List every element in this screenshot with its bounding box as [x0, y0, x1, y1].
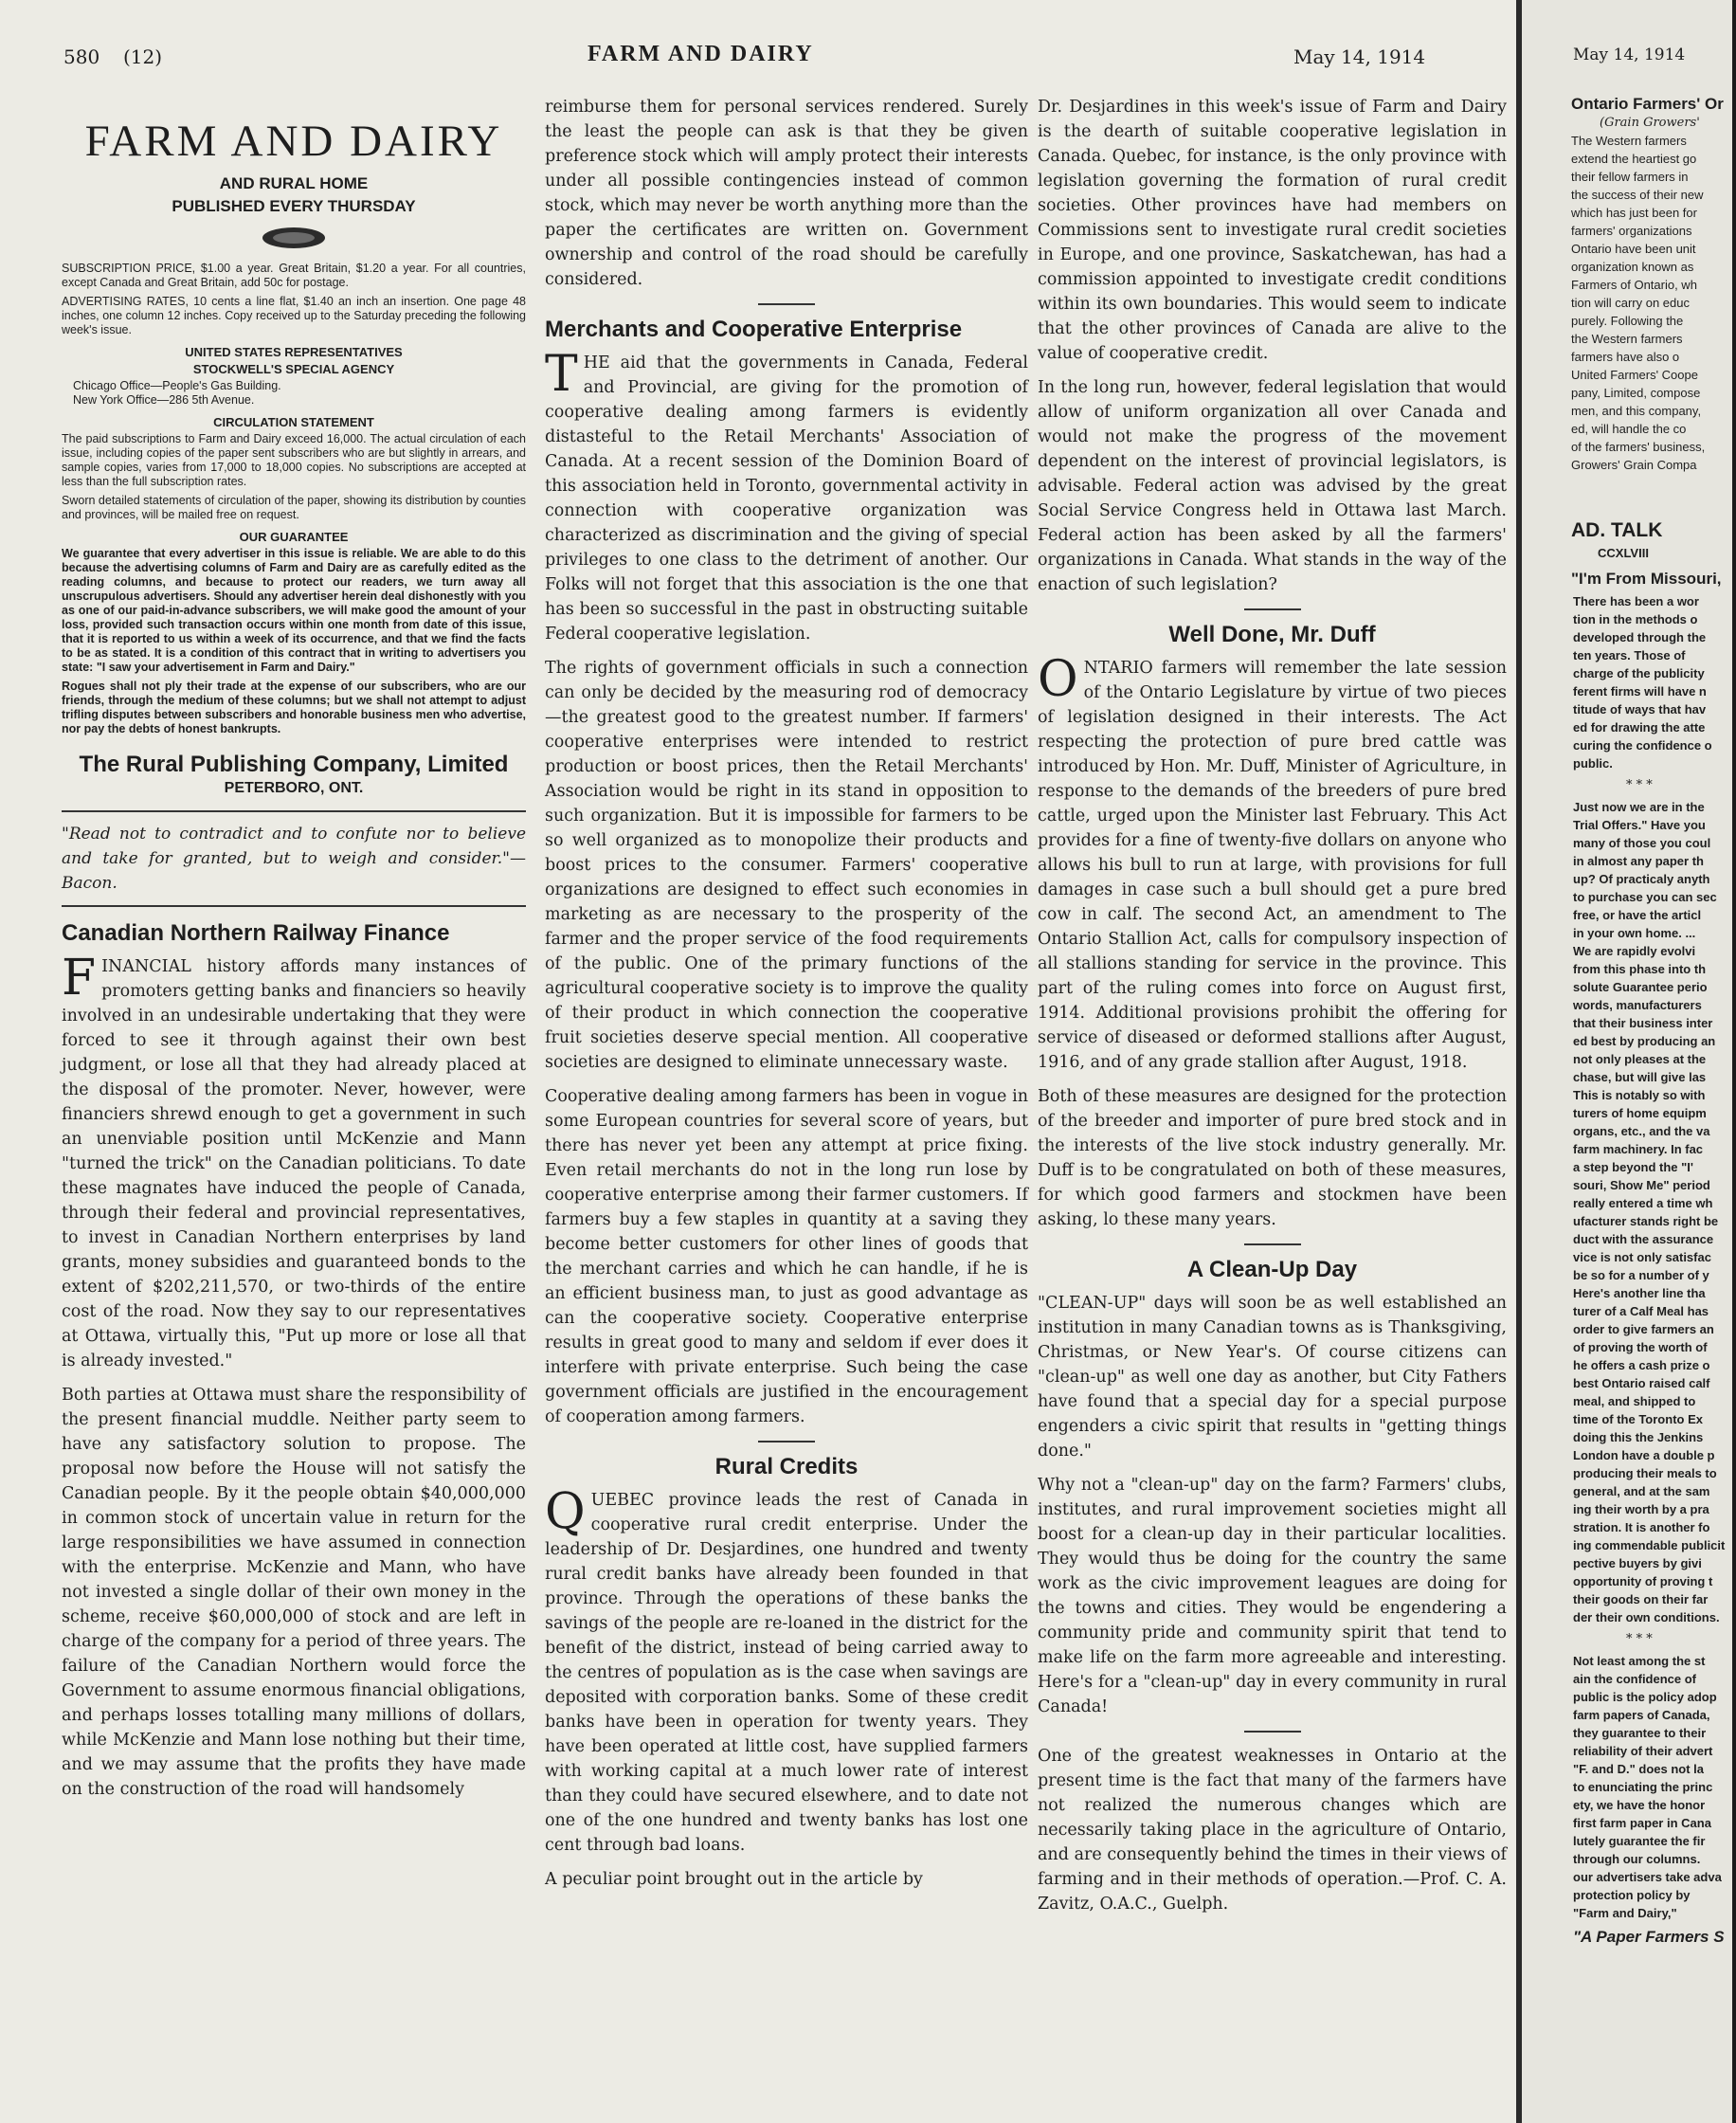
adjacent-line: London have a double p	[1573, 1448, 1715, 1462]
issue-number: (12)	[123, 45, 163, 68]
article-cnr-p1: FINANCIAL history affords many instances of promoters getting banks and financiers so heavily involved in an undesirable undertaking that they were forced to see it through against their own best judgment, or lose all that they had already placed at the disposal of the promoter. Never, however, were financiers shrewd enough to get a government in such an unenviable position until McKenzie and Mann "turned the trick" on the Canadian politicians. To date these magnates have induced the people of Canada, through their federal and provincial representatives, to invest in Canadian Northern enterprises by land grants, money subsidies and guaranteed bonds to the extent of $202,211,570, or two-thirds of the entire cost of the road. Now they say to our representatives at Ottawa, virtually this, "Put up more or lose all that is already invested."	[62, 950, 526, 1370]
divider	[1244, 608, 1301, 610]
adjacent-line: Farmers of Ontario, wh	[1571, 278, 1697, 292]
adjacent-article-lines	[1571, 132, 1732, 474]
adjacent-line: pective buyers by givi	[1573, 1556, 1702, 1570]
adjacent-line: The Western farmers	[1571, 134, 1687, 148]
adjacent-line: There has been a wor	[1573, 594, 1699, 608]
article-merchants-p2: The rights of government officials in such a connection can only be decided by the measuring rod of democracy—the greatest good to the greatest number. If farmers' cooperative enterprises were intended to restrict production or boost prices, then the Retail Merchants' Association would be right in its stand in opposition to such organization. But it is impossible for farmers to be so well organized as to monopolize their products and boost prices to the consumer. Farmers' cooperative organizations are designed to effect such economies in marketing as are necessary to the prosperity of the farmer and the proper service of the food requirements of the public. One of the primary functions of the agricultural cooperative society is to improve the quality of their product in which connection the cooperative fruit societies deserve special mention. All cooperative societies are designed to eliminate unnecessary waste.	[545, 659, 1028, 1072]
masthead-tagline: PUBLISHED EVERY THURSDAY	[172, 197, 416, 215]
adjacent-line: protection policy by	[1573, 1888, 1691, 1902]
ad-talk-number: CCXLVIII	[1598, 546, 1649, 560]
running-head: FARM AND DAIRY	[588, 42, 814, 66]
adjacent-line: our advertisers take adva	[1573, 1870, 1722, 1884]
adjacent-line: ed for drawing the atte	[1573, 720, 1706, 735]
circulation-sworn: Sworn detailed statements of circulation of the paper, showing its distribution by counties and provinces, will be mailed free on request.	[62, 494, 526, 521]
adjacent-page-date: May 14, 1914	[1573, 45, 1686, 64]
circulation-heading: CIRCULATION STATEMENT	[213, 415, 374, 429]
adjacent-line: through our columns.	[1573, 1852, 1701, 1866]
adjacent-line: up? Of practicaly anyth	[1573, 872, 1710, 886]
adjacent-line: really entered a time wh	[1573, 1196, 1713, 1210]
adjacent-line: Just now we are in the	[1573, 800, 1705, 814]
adjacent-line: a step beyond the "I'	[1573, 1160, 1693, 1174]
guarantee-rogues: Rogues shall not ply their trade at the expense of our subscribers, who are our friends, through the medium of these columns; but we shall not attempt to adjust trifling disputes between subscribers and honorable business men who advertise, nor pay the debts of honest bankrupts.	[62, 680, 526, 735]
adjacent-line: which has just been for	[1571, 206, 1697, 220]
adjacent-line: order to give farmers an	[1573, 1322, 1714, 1336]
adjacent-line: Trial Offers." Have you	[1573, 818, 1706, 832]
article-merchants-p3: Cooperative dealing among farmers has been in vogue in some European countries for several score of years, but there has never yet been any attempt at price fixing. Even retail merchants do not in the long run lose by cooperative enterprise among their farmer customers. If farmers buy a few staples in quantity at a saving they become better customers for other lines of goods that the merchant carries and which he can handle, if he is an efficient business man, to just as good advantage as can the cooperative society. Cooperative enterprise results in great good to many and seldom if ever does it interfere with private enterprise. Such being the case government officials are justified in the encouragement of cooperation among farmers.	[545, 1087, 1028, 1426]
adjacent-line: ed best by producing an	[1573, 1034, 1716, 1048]
article-rural-p2: A peculiar point brought out in the article by	[545, 1870, 923, 1889]
adjacent-line: der their own conditions.	[1573, 1610, 1720, 1624]
column-3	[1038, 95, 1507, 1926]
adjacent-line: that their business inter	[1573, 1016, 1713, 1030]
adjacent-line: best Ontario raised calf	[1573, 1376, 1710, 1390]
adjacent-line: of the farmers' business,	[1571, 440, 1706, 454]
article-duff-p2: Both of these measures are designed for the protection of the breeder and importer of pure bred stock and in the interests of the live stock industry generally. Mr. Duff is to be congratulated on both of these measures, for which good farmers and stockmen have been asking, lo these many years.	[1038, 1087, 1507, 1229]
adjacent-line: ferent firms will have n	[1573, 684, 1707, 699]
adjacent-line: of proving the worth of	[1573, 1340, 1708, 1354]
adjacent-line: public is the policy adop	[1573, 1690, 1717, 1704]
adjacent-line: chase, but will give las	[1573, 1070, 1707, 1084]
article-title-cleanup: A Clean-Up Day	[1186, 1257, 1358, 1282]
adjacent-line: charge of the publicity	[1573, 666, 1705, 680]
advertising-rates: ADVERTISING RATES, 10 cents a line flat, $1.40 an inch an insertion. One page 48 inches, one column 12 inches. Copy received up to the Saturday preceding the following week's issue.	[62, 295, 526, 336]
divider	[758, 303, 815, 305]
subscription-price: SUBSCRIPTION PRICE, $1.00 a year. Great Britain, $1.20 a year. For all countries, except Canada and Great Britain, add 50c for postage.	[62, 262, 526, 289]
adjacent-line: organs, etc., and the va	[1573, 1124, 1710, 1138]
zavitz-quote: One of the greatest weaknesses in Ontario at the present time is the fact that many of the farmers have not realized the numerous changes which are necessarily taking place in the agriculture of Ontario, and are consequently behind the times in their views of farming and in their methods of operation.—Prof. C. A. Zavitz, O.A.C., Guelph.	[1038, 1747, 1507, 1914]
adjacent-line: the Western farmers	[1571, 332, 1683, 346]
adjacent-line: general, and at the sam	[1573, 1484, 1710, 1498]
article-cleanup-p2: Why not a "clean-up" day on the farm? Farmers' clubs, institutes, and rural improvement societies might all boost for a clean-up day in their particular localities. They would thus be doing for the country the same work as the civic improvement leagues are doing for the towns and cities. They would be engendering a community pride and community spirit that tend to make life on the farm more agreeable and interesting. Here's for a "clean-up" day in every community in rural Canada!	[1038, 1476, 1507, 1716]
article-rural-p4: In the long run, however, federal legislation that would allow of uniform organization all over Canada and would not make the progress of the movement dependent on the interest of provincial legislators, is advisable. Federal action was advised by the great Social Service Congress held in Ottawa last March. Federal action has been asked by all the farmers' organizations in Canada. What stands in the way of the enaction of such legislation?	[1038, 378, 1507, 594]
adjacent-line: first farm paper in Cana	[1573, 1816, 1711, 1830]
publisher-name: The Rural Publishing Company, Limited	[79, 752, 509, 777]
guarantee-text: We guarantee that every advertiser in this issue is reliable. We are able to do this because the advertising columns of Farm and Dairy are as carefully edited as the reading columns, and because to protect our readers, we turn away all unscrupulous advertisers. Should any advertiser herein deal dishonestly with you as one of our paid-in-advance subscribers, we will make good the amount of your loss, provided such transaction occurs within one month from date of this issue, that it is reported to us within a week of its occurrence, and that we find the facts to be as stated. It is a condition of this contract that in writing to advertisers you state: "I saw your advertisement in Farm and Dairy."	[62, 547, 526, 674]
adjacent-line: lutely guarantee the fir	[1573, 1834, 1706, 1848]
masthead-title: FARM AND DAIRY	[84, 117, 503, 166]
article-duff-p1: ONTARIO farmers will remember the late session of the Ontario Legislature by virtue of two pieces of legislation designed in their interests. The Act respecting the protection of pure bred cattle was introduced by Hon. Mr. Duff, Minister of Agriculture, in response to the demands of the breeders of pure bred cattle, urged upon the Minister last February. This Act provides for a fine of twenty-five dollars on anyone who allows his bull to run at large, with provisions for full damages in case such a bull should get a pure bred cow in calf. The second Act, an amendment to The Ontario Stallion Act, calls for compulsory inspection of all stallions standing for service in the province. This part of the ruling comes into force on August first, 1914. Additional provisions prohibit the offering for service of diseased or deformed stallions after August, 1916, and of any grade stallion after August, 1918.	[1038, 651, 1507, 1072]
adjacent-line: their fellow farmers in	[1571, 170, 1689, 184]
adjacent-page: May 14, 1914 Ontario Farmers' Or (Grain Growers' The Western farmers extend the heartiest go their fellow farmers in the success of their new which has just been for farmers' organizations Ontario have been unit organization known as Farmers of Ontario, wh tion will carry on educ purely. Following the the Western farmers farmers have also o United Farmers' Coope pany, Limited, compose men, and this company, ed, will handle the co of the farmers' business, Growers' Grain Compa AD. TALK CCXLVIII "I'm From Missouri, There has been a wor tion in the methods o developed through the ten years. Those of charge of the publicity ferent firms will have n titude of ways that hav ed for drawing the atte curing the confidence o public. * * * Just now we are in the Trial Offers." Have you many of those you coul in almost any paper th up? Of practicaly anyth to purchase you can sec free, or have the articl in your own home. ... We are rapidly evolvi from this phase into th solute Guarantee perio words, manufacturers that their business inter ed best by producing an not only pleases at the chase, but will give las This is notably so with turers of home equipm organs, etc., and the va farm machinery. In fac a step beyond the "I' souri, Show Me" period really entered a time wh ufacturer stands right be duct with the assurance vice is not only satisfac be so for a number of y Here's another line tha turer of a Calf Meal has order to give farmers an of proving the worth of he offers a cash prize o best Ontario raised calf meal, and shipped to time of the Toronto Ex doing this the Jenkins London have a double p producing their meals to general, and at the sam ing their worth by a pra stration. It is another fo ing commendable publicit pective buyers by givi opportunity of proving t their goods on their far der their own conditions. * * * Not least among the st ain the confidence of public is the policy adop farm papers of Canada, they guarantee to their reliability of their advert "F. and D." does not la to enunciating the princ ety, we have the honor first farm paper in Cana lutely guarantee the fir through our columns. our advertisers take adva protection policy by "Farm and Dairy," "A Paper Farmers S	[1516, 0, 1732, 2123]
adjacent-line: ing their worth by a pra	[1573, 1502, 1709, 1516]
adjacent-line: public.	[1573, 756, 1613, 771]
adjacent-line: farm papers of Canada,	[1573, 1708, 1710, 1722]
adjacent-line: vice is not only satisfac	[1573, 1250, 1711, 1264]
article-title-cnr: Canadian Northern Railway Finance	[62, 920, 450, 946]
article-merchants-p1: THE aid that the governments in Canada, Federal and Provincial, are giving for the promotion of cooperative dealing among farmers is evidently distasteful to the Retail Merchants' Association of Canada. At a recent session of the Dominion Board of this association held in Toronto, governmental activity in connection with cooperative organization was characterized as discrimination and the giving of special privileges to one class to the detriment of another. Our Folks will not forget that this association is the one that has been so successful in the past in obstructing suitable Federal cooperative legislation.	[545, 346, 1028, 644]
adjacent-line: in your own home. ...	[1573, 926, 1696, 940]
adjacent-line: not only pleases at the	[1573, 1052, 1707, 1066]
adjacent-line: tion will carry on educ	[1571, 296, 1690, 310]
adjacent-line: stration. It is another fo	[1573, 1520, 1710, 1534]
adjacent-line: in almost any paper th	[1573, 854, 1704, 868]
adjacent-line: men, and this company,	[1571, 404, 1702, 418]
adjacent-line: ed, will handle the co	[1571, 422, 1687, 436]
divider	[1244, 1731, 1301, 1733]
adjacent-subtitle: (Grain Growers'	[1600, 116, 1700, 130]
column-2	[545, 95, 1028, 1901]
adjacent-line: be so for a number of y	[1573, 1268, 1709, 1282]
adjacent-line: duct with the assurance	[1573, 1232, 1714, 1246]
column-1	[62, 95, 526, 1811]
masthead-subtitle: AND RURAL HOME	[219, 174, 369, 192]
ad-talk-lines-3	[1573, 1652, 1732, 1922]
adjacent-line: he offers a cash prize o	[1573, 1358, 1710, 1372]
chicago-office: Chicago Office—People's Gas Building.	[73, 379, 281, 392]
article-title-duff: Well Done, Mr. Duff	[1168, 622, 1376, 647]
divider	[758, 1441, 815, 1443]
representatives-heading: UNITED STATES REPRESENTATIVES	[185, 345, 403, 359]
masthead-emblem-icon	[261, 226, 327, 250]
adjacent-line: to enunciating the princ	[1573, 1780, 1713, 1794]
adjacent-line: tion in the methods o	[1573, 612, 1698, 626]
adjacent-line: from this phase into th	[1573, 962, 1707, 976]
representatives-agency: STOCKWELL'S SPECIAL AGENCY	[192, 362, 395, 376]
adjacent-line: words, manufacturers	[1573, 998, 1702, 1012]
divider	[62, 810, 526, 812]
publisher-city: PETERBORO, ONT.	[224, 780, 364, 796]
adjacent-line: the success of their new	[1571, 188, 1704, 202]
adjacent-line: time of the Toronto Ex	[1573, 1412, 1703, 1426]
adjacent-line: This is notably so with	[1573, 1088, 1706, 1102]
adjacent-line: farm machinery. In fac	[1573, 1142, 1704, 1156]
adjacent-line: Ontario have been unit	[1571, 242, 1696, 256]
adjacent-title: Ontario Farmers' Or	[1571, 95, 1724, 113]
adjacent-line: producing their meals to	[1573, 1466, 1717, 1480]
divider	[62, 905, 526, 907]
article-title-merchants: Merchants and Cooperative Enterprise	[545, 317, 963, 342]
adjacent-line: ing commendable publicit	[1573, 1538, 1726, 1552]
ad-talk-heading: "I'm From Missouri,	[1571, 570, 1722, 588]
ad-talk-lines-1	[1573, 592, 1732, 772]
article-title-rural-credits: Rural Credits	[714, 1454, 859, 1479]
ad-talk-lines-2	[1573, 798, 1732, 1626]
adjacent-line: Growers' Grain Compa	[1571, 458, 1697, 472]
adjacent-line: purely. Following the	[1571, 314, 1684, 328]
circulation-text: The paid subscriptions to Farm and Dairy exceed 16,000. The actual circulation of each issue, including copies of the paper sent subscribers who are but slightly in arrears, and sample copies, varies from 17,000 to 18,000 copies. No subscriptions are accepted at less than the full subscription rates.	[62, 432, 526, 488]
adjacent-line: titude of ways that hav	[1573, 702, 1707, 717]
article-rural-p3: Dr. Desjardines in this week's issue of Farm and Dairy is the dearth of suitable cooperative legislation in Canada. Quebec, for instance, is the only province with legislation governing the formation of rural credit societies. Other provinces have had members on Commissions sent to investigate rural credit societies in Europe, and one province, Saskatchewan, has had a commission appointed to investigate credit conditions within its own boundaries. This would seem to indicate that the other provinces of Canada are alive to the value of cooperative credit.	[1038, 98, 1507, 363]
adjacent-line: ten years. Those of	[1573, 648, 1686, 662]
adjacent-line: developed through the	[1573, 630, 1707, 644]
article-cnr-p3: reimburse them for personal services rendered. Surely the least the people can ask is that they be given preference stock which will amply protect their interests under all possible contingencies instead of common stock, which may never be worth anything more than the paper the certificates are written on. Government ownership and control of the road should be carefully considered.	[545, 98, 1028, 289]
adjacent-line: free, or have the articl	[1573, 908, 1702, 922]
adjacent-line: ain the confidence of	[1573, 1672, 1697, 1686]
adjacent-line: reliability of their advert	[1573, 1744, 1713, 1758]
adjacent-line: United Farmers' Coope	[1571, 368, 1698, 382]
adjacent-line: ufacturer stands right be	[1573, 1214, 1719, 1228]
adjacent-line: to purchase you can sec	[1573, 890, 1717, 904]
adjacent-line: they guarantee to their	[1573, 1726, 1707, 1740]
adjacent-line: farmers have also o	[1571, 350, 1680, 364]
adjacent-line: pany, Limited, compose	[1571, 386, 1701, 400]
adjacent-line: We are rapidly evolvi	[1573, 944, 1696, 958]
page-date: May 14, 1914	[1293, 45, 1426, 68]
adjacent-line: turers of home equipm	[1573, 1106, 1707, 1120]
adjacent-line: opportunity of proving t	[1573, 1574, 1713, 1588]
adjacent-line: "F. and D." does not la	[1573, 1762, 1705, 1776]
adjacent-line: solute Guarantee perio	[1573, 980, 1708, 994]
adjacent-line: Here's another line tha	[1573, 1286, 1706, 1300]
adjacent-line: turer of a Calf Meal has	[1573, 1304, 1709, 1318]
adjacent-line: meal, and shipped to	[1573, 1394, 1696, 1408]
article-cleanup-p1: "CLEAN-UP" days will soon be as well established an institution in many Canadian towns as is Thanksgiving, Christmas, or New Year's. Of course citizens can "clean-up" as well one day as another, but City Fathers have found that a special day for a special purpose engenders a civic spirit that results in "getting things done."	[1038, 1294, 1507, 1461]
adjacent-line: curing the confidence o	[1573, 738, 1712, 753]
newyork-office: New York Office—286 5th Avenue.	[73, 393, 255, 407]
adjacent-line: their goods on their far	[1573, 1592, 1709, 1606]
adjacent-line: "Farm and Dairy,"	[1573, 1906, 1677, 1920]
adjacent-line: many of those you coul	[1573, 836, 1711, 850]
adjacent-line: ety, we have the honor	[1573, 1798, 1706, 1812]
adjacent-line: farmers' organizations	[1571, 224, 1692, 238]
guarantee-heading: OUR GUARANTEE	[239, 530, 349, 544]
adjacent-line: extend the heartiest go	[1571, 152, 1697, 166]
bacon-quote: "Read not to contradict and to confute nor to believe and take for granted, but to weigh and consider."—Bacon.	[62, 825, 526, 893]
divider	[1244, 1243, 1301, 1245]
adjacent-line: doing this the Jenkins	[1573, 1430, 1704, 1444]
adjacent-line: Not least among the st	[1573, 1654, 1706, 1668]
adjacent-line: souri, Show Me" period	[1573, 1178, 1710, 1192]
ad-talk-title: AD. TALK	[1571, 519, 1663, 541]
adjacent-line: organization known as	[1571, 260, 1694, 274]
article-cnr-p2: Both parties at Ottawa must share the responsibility of the present financial muddle. Neither party seem to have any satisfactory solution to propose. The proposal now before the House will not satisfy the Canadian people. By it the people obtain $40,000,000 in common stock of uncertain value in return for the large responsibilities we have assumed in connection with the enterprise. McKenzie and Mann, who have not invested a single dollar of their own money in the scheme, receive $60,000,000 of stock and are left in charge of the company for a period of three years. The failure of the Canadian Northern would force the Government to assume enormous financial obligations, and perhaps losses totalling many millions of dollars, while McKenzie and Mann lose nothing but their time, and we may assume that the profits they have made on the construction of the road will handsomely	[62, 1386, 526, 1799]
article-rural-p1: QUEBEC province leads the rest of Canada in cooperative rural credit enterprise. Under the leadership of Dr. Desjardines, one hundred and twenty rural credit banks have already been founded in that province. Through the operations of these banks the savings of the people are re-loaned in the district for the benefit of the district, instead of being carried away to the centres of population as is the case when savings are deposited with corporation banks. Some of these credit banks have been in operation for twenty years. They have been operated at little cost, have supplied farmers with working capital at a much lower rate of interest than they could have secured elsewhere, and to date not one of the one hundred and twenty banks has lost one cent through bad loans.	[545, 1483, 1028, 1855]
page-number: 580	[63, 45, 100, 68]
ad-talk-footer: "A Paper Farmers S	[1573, 1928, 1725, 1946]
